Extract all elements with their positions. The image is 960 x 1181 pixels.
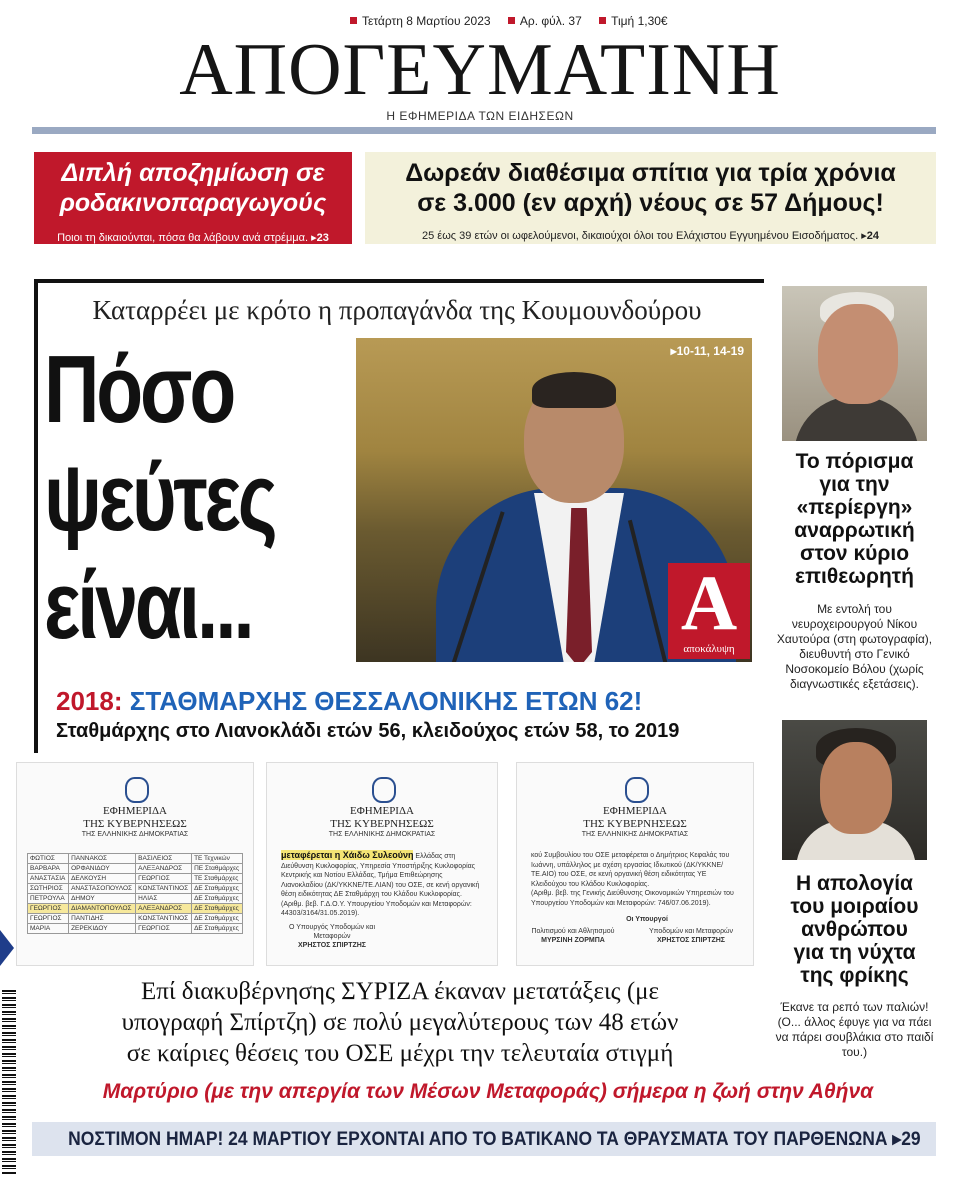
- table-cell: ΓΕΩΡΓΙΟΣ: [28, 904, 69, 914]
- main-kicker: Καταρρέει με κρότο η προπαγάνδα της Κουμουνδούρου: [92, 295, 702, 325]
- table-cell: ΖΕΡΕΚΙΔΟΥ: [69, 924, 136, 934]
- gazette-subtitle: ΤΗΣ ΕΛΛΗΝΙΚΗΣ ΔΗΜΟΚΡΑΤΙΑΣ: [81, 831, 189, 838]
- greek-emblem-icon: [125, 777, 149, 803]
- table-cell: ΤΕ Τεχνικών: [192, 854, 243, 864]
- roster-table: [27, 853, 243, 934]
- greek-emblem-icon: [372, 777, 396, 803]
- table-cell: ΑΛΕΞΑΝΔΡΟΣ: [136, 904, 192, 914]
- table-cell: ΔΕΛΚΟΥΣΗ: [69, 874, 136, 884]
- table-cell: ΔΗΜΟΥ: [69, 894, 136, 904]
- table-cell: ΤΕ Σταθμάρχες: [192, 874, 243, 884]
- page-ref: 24: [866, 230, 879, 242]
- gazette-signature: Ο Υπουργός Υποδομών και Μεταφορών ΧΡΗΣΤΟΣ ΣΠΙΡΤΖΗΣ: [289, 924, 375, 949]
- teaser-compensation-sub: Ποιοι τη δικαιούνται, πόσα θα λάβουν ανά στρέμμα. ▸23: [57, 232, 329, 244]
- side-story-1-sub: Με εντολή του νευροχειρουργού Νίκου Χαυτούρα (στη φωτογραφία), διευθυντή στο Γενικό Νοσοκομείο Βόλου (χωρίς διαγνωστικές εξετάσεις).: [776, 602, 933, 691]
- gazette-text: μεταφέρεται η Χάιδω Συλεούνη Ελλάδας στη Διεύθυνση Κυκλοφορίας, Υπηρεσία Υποστήριξης Κυκλοφορίας Κεντρικής και Νοτίου Ελλάδας, Τμήμα Επιθεώρησης Λιανοκλαδίου (ΔΚ/ΥΚΚΝΕ/ΤΕ.ΛΙΑΝ) του ΟΣΕ, σε κενή οργανική θέση ειδικότητας ΔΕ Σταθμάρχη του Κλάδου Κυκλοφορίας. (Αριθμ. βεβ. Γ.Δ.Ο.Υ. Υπουργείου Υποδομών και Μεταφορών: 44303/3164/31.05.2019).: [281, 850, 480, 917]
- main-headline: Πόσο ψεύτες είναι...: [44, 336, 275, 659]
- table-row: [28, 854, 243, 864]
- square-bullet-icon: [350, 17, 357, 24]
- gazette-subtitle: ΤΗΣ ΕΛΛΗΝΙΚΗΣ ΔΗΜΟΚΡΑΤΙΑΣ: [581, 831, 689, 838]
- table-cell: ΔΕ Σταθμάρχες: [192, 924, 243, 934]
- table-row: [28, 894, 243, 904]
- table-cell: ΚΩΝΣΤΑΝΤΙΝΟΣ: [136, 884, 192, 894]
- greek-emblem-icon: [625, 777, 649, 803]
- gazette-title: ΕΦΗΜΕΡΙΔΑ ΤΗΣ ΚΥΒΕΡΝΗΣΕΩΣ: [83, 805, 187, 830]
- gazette-document-transfer-2: [516, 762, 754, 966]
- page-arrow-icon: ▸: [670, 344, 677, 358]
- page-ref: 29: [901, 1129, 921, 1150]
- dateline: [350, 14, 682, 28]
- table-cell: ΚΩΝΣΤΑΝΤΙΝΟΣ: [136, 914, 192, 924]
- table-cell: ΒΑΡΒΑΡΑ: [28, 864, 69, 874]
- table-cell: ΗΛΙΑΣ: [136, 894, 192, 904]
- table-cell: ΑΝΑΣΤΑΣΟΠΟΥΛΟΣ: [69, 884, 136, 894]
- table-row: [28, 904, 243, 914]
- banner-text: ΝΟΣΤΙΜΟΝ ΗΜΑΡ! 24 ΜΑΡΤΙΟΥ ΕΡΧΟΝΤΑΙ ΑΠΟ ΤΟ ΒΑΤΙΚΑΝΟ ΤΑ ΘΡΑΥΣΜΑΤΑ ΤΟΥ ΠΑΡΘΕΝΩΝΑ: [68, 1129, 888, 1150]
- main-red-subhead: 2018: ΣΤΑΘΜΑΡΧΗΣ ΘΕΣΣΑΛΟΝΙΚΗΣ ΕΤΩΝ 62!: [56, 686, 643, 716]
- parthenon-banner[interactable]: [32, 1122, 936, 1156]
- table-cell: ΦΩΤΙΟΣ: [28, 854, 69, 864]
- table-cell: ΣΩΤΗΡΙΟΣ: [28, 884, 69, 894]
- surgeon-photo: [782, 286, 927, 441]
- table-cell: ΔΙΑΜΑΝΤΟΠΟΥΛΟΣ: [69, 904, 136, 914]
- table-cell: ΔΕ Σταθμάρχες: [192, 884, 243, 894]
- table-cell: ΠΑΝΤΙΔΗΣ: [69, 914, 136, 924]
- photo-page-ref: ▸10-11, 14-19: [670, 344, 744, 358]
- table-cell: ΔΕ Σταθμάρχες: [192, 914, 243, 924]
- side-story-2-sub: Έκανε τα ρεπό των παλιών! (Ο... άλλος έφυγε για να πάει να πάρει σουβλάκια στο παιδί του.): [775, 1000, 934, 1059]
- table-row: [28, 864, 243, 874]
- side-story-1-headline: Το πόρισμα για την «περίεργη» αναρρωτική στον κύριο επιθεωρητή: [794, 450, 915, 588]
- table-cell: ΓΕΩΡΓΙΟΣ: [136, 874, 192, 884]
- table-row: [28, 884, 243, 894]
- table-cell: ΟΡΦΑΝΙΔΟΥ: [69, 864, 136, 874]
- table-cell: ΠΕ Σταθμάρχες: [192, 864, 243, 874]
- teaser-free-housing-sub: 25 έως 39 ετών οι ωφελούμενοι, δικαιούχοι όλοι του Ελάχιστου Εγγυημένου Εισοδήματος. ▸24: [422, 230, 879, 242]
- main-subline: Σταθμάρχης στο Λιανοκλάδι ετών 56, κλειδούχος ετών 58, το 2019: [56, 720, 680, 742]
- gazette-signature-title: Οι Υπουργοί: [626, 916, 668, 923]
- lower-quote: Επί διακυβέρνησης ΣΥΡΙΖΑ έκαναν μετατάξεις (με υπογραφή Σπίρτζη) σε πολύ μεγαλύτερους των 48 ετών σε καίριες θέσεις του ΟΣΕ μέχρι την τελευταία στιγμή: [121, 978, 679, 1067]
- gazette-document-transfer-1: [266, 762, 498, 966]
- table-cell: ΑΝΑΣΤΑΣΙΑ: [28, 874, 69, 884]
- masthead-rule: [32, 127, 936, 134]
- gazette-subtitle: ΤΗΣ ΕΛΛΗΝΙΚΗΣ ΔΗΜΟΚΡΑΤΙΑΣ: [328, 831, 436, 838]
- gazette-text: κού Συμβουλίου του ΟΣΕ μεταφέρεται ο Δημήτριος Κεφαλάς του Ιωάννη, υπάλληλος με σχέση εργασίας Ιδιωτικού (ΔΚ/ΥΚΚΝΕ/ΤΕ.ΑΙΟ) του ΟΣΕ, σε κενή οργανική θέση ειδικότητας ΥΕ Κλειδούχου του Κλάδου Κυκλοφορίας. (Αριθμ. βεβ. της Γενικής Διεύθυνσης Οικονομικών Υπηρεσιών του Υπουργείου Υποδομών και Μεταφορών: 746/07.06.2019).: [531, 852, 734, 907]
- teaser-free-housing-headline: Δωρεάν διαθέσιμα σπίτια για τρία χρόνια σε 3.000 (εν αρχή) νέους σε 57 Δήμους!: [405, 159, 896, 217]
- table-cell: ΔΕ Σταθμάρχες: [192, 894, 243, 904]
- table-row: [28, 874, 243, 884]
- gazette-title: ΕΦΗΜΕΡΙΔΑ ΤΗΣ ΚΥΒΕΡΝΗΣΕΩΣ: [583, 805, 687, 830]
- page-arrow-icon: ▸: [892, 1129, 902, 1150]
- side-story-2-headline: Η απολογία του μοιραίου ανθρώπου για τη νύχτα της φρίκης: [790, 872, 919, 987]
- gazette-signature-right: Υποδομών και Μεταφορών ΧΡΗΣΤΟΣ ΣΠΙΡΤΖΗΣ: [648, 928, 734, 944]
- edge-marker-icon: [0, 930, 14, 966]
- table-cell: ΜΑΡΙΑ: [28, 924, 69, 934]
- square-bullet-icon: [508, 17, 515, 24]
- issue-number: Αρ. φύλ. 37: [519, 14, 582, 28]
- badge-word: αποκάλυψη: [683, 643, 735, 655]
- table-cell: ΓΕΩΡΓΙΟΣ: [136, 924, 192, 934]
- table-row: [28, 924, 243, 934]
- issue-price: Τιμή 1,30€: [611, 14, 668, 28]
- newspaper-logo: ΑΠΟΓΕΥΜΑΤΙΝΗ: [179, 29, 781, 111]
- table-cell: ΠΑΝΝΑΚΟΣ: [69, 854, 136, 864]
- teaser-compensation-headline: Διπλή αποζημίωση σε ροδακινοπαραγωγούς: [59, 159, 327, 217]
- table-cell: ΒΑΣΙΛΕΙΟΣ: [136, 854, 192, 864]
- issue-date: Τετάρτη 8 Μαρτίου 2023: [362, 14, 491, 28]
- table-row: [28, 914, 243, 924]
- table-cell: ΔΕ Σταθμάρχες: [192, 904, 243, 914]
- strike-headline: Μαρτύριο (με την απεργία των Μέσων Μεταφοράς) σήμερα η ζωή στην Αθήνα: [102, 1080, 874, 1103]
- revelation-badge: [668, 559, 750, 659]
- highlighted-text: μεταφέρεται η Χάιδω Συλεούνη: [281, 850, 414, 860]
- table-cell: ΓΕΩΡΓΙΟΣ: [28, 914, 69, 924]
- station-master-photo: [782, 720, 927, 860]
- table-cell: ΑΛΕΞΑΝΔΡΟΣ: [136, 864, 192, 874]
- newspaper-tagline: Η ΕΦΗΜΕΡΙΔΑ ΤΩΝ ΕΙΔΗΣΕΩΝ: [386, 109, 574, 123]
- teaser-free-housing[interactable]: [365, 152, 936, 244]
- gazette-document-roster: [16, 762, 254, 966]
- teaser-compensation[interactable]: [34, 152, 352, 244]
- square-bullet-icon: [599, 17, 606, 24]
- page-arrow-icon: ▸: [861, 230, 867, 242]
- page-ref: 23: [316, 232, 329, 244]
- table-cell: ΠΕΤΡΟΥΛΑ: [28, 894, 69, 904]
- gazette-title: ΕΦΗΜΕΡΙΔΑ ΤΗΣ ΚΥΒΕΡΝΗΣΕΩΣ: [330, 805, 434, 830]
- page-arrow-icon: ▸: [311, 232, 317, 244]
- barcode: [2, 990, 16, 1175]
- badge-letter: Α: [680, 559, 738, 646]
- gazette-signature-left: Πολιτισμού και Αθλητισμού ΜΥΡΣΙΝΗ ΖΟΡΜΠΑ: [531, 928, 615, 944]
